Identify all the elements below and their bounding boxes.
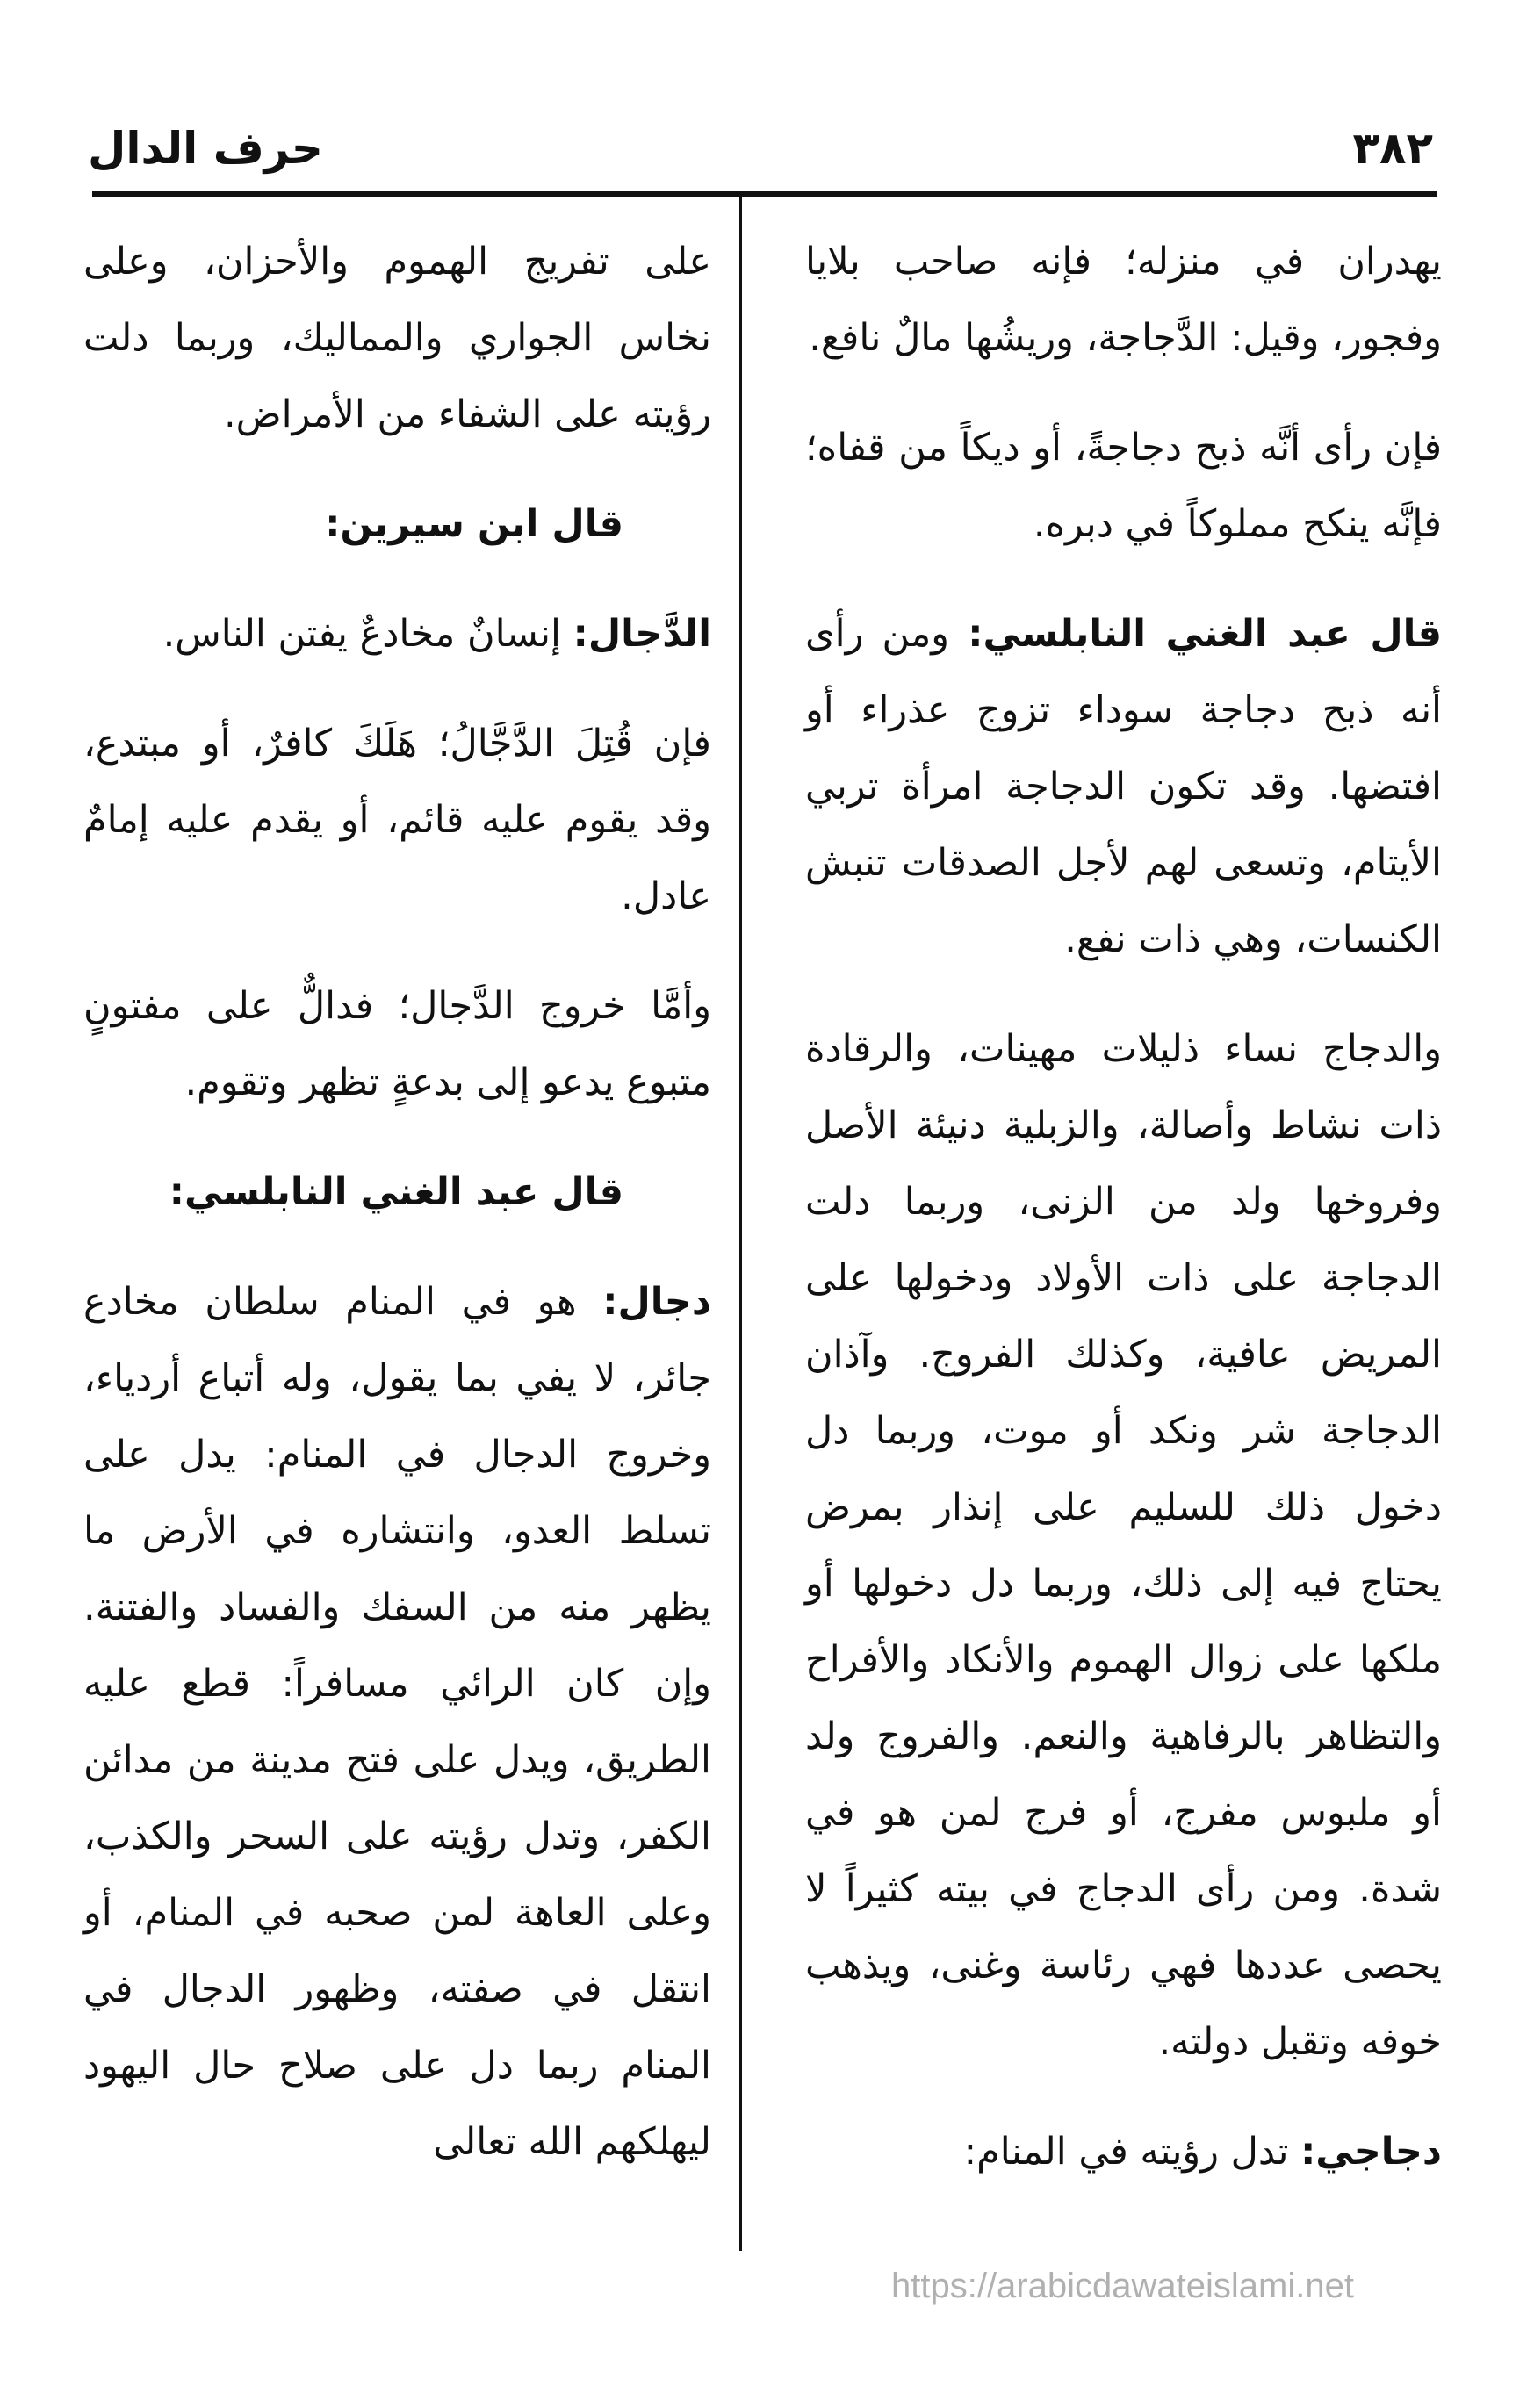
paragraph: يهدران في منزله؛ فإنه صاحب بلايا وفجور، وقيل: الدَّجاجة، وريشُها مالٌ نافع.	[805, 240, 1442, 360]
section-heading: قال ابن سيرين:	[325, 502, 623, 546]
paragraph-lead: الدَّجال:	[573, 612, 711, 656]
paragraph	[83, 1264, 711, 2181]
paragraph: والدجاج نساء ذليلات مهينات، والرقادة ذات نشاط وأصالة، والزبلية دنيئة الأصل وفروخها ولد من الزنى، وربما دلت الدجاجة على ذات الأولاد ودخولها على المريض عافية، وكذلك الفروج. وآذان الدجاجة شر ونكد أو موت، وربما دل دخول ذلك للسليم على إنذار بمرض يحتاج فيه إلى ذلك، وربما دل دخولها أو ملكها على زوال الهموم والأنكاد والأفراح والتظاهر بالرفاهية والنعم. والفروج ولد أو ملبوس مفرج، أو فرج لمن هو في شدة. ومن رأى الدجاج في بيته كثيراً لا يحصى عددها فهي رئاسة وغنى، ويذهب خوفه وتقبل دولته.	[805, 1027, 1442, 2064]
section-heading: قال عبد الغني النابلسي:	[169, 1170, 623, 1214]
paragraph: فإن قُتِلَ الدَّجَّالُ؛ هَلَكَ كافرٌ، أو مبتدع، وقد يقوم عليه قائم، أو يقدم عليه إمامٌ عادل.	[83, 722, 711, 918]
header-rule	[92, 191, 1437, 197]
page-number: ٣٨٢	[1352, 123, 1433, 174]
chapter-title: حرف الدال	[88, 123, 323, 174]
paragraph	[805, 596, 1442, 978]
paragraph	[805, 2114, 1442, 2190]
watermark: https://arabicdawateislami.net	[891, 2267, 1354, 2305]
paragraph: فإن رأى أنَّه ذبح دجاجةً، أو ديكاً من قفاه؛ فإنَّه ينكح مملوكاً في دبره.	[805, 426, 1442, 546]
paragraph: وأمَّا خروج الدَّجال؛ فدالٌّ على مفتونٍ متبوع يدعو إلى بدعةٍ تظهر وتقوم.	[83, 984, 711, 1104]
left-column	[83, 224, 711, 2214]
paragraph-lead: دجال:	[602, 1280, 711, 1324]
paragraph-text: إنسانٌ مخادعٌ يفتن الناس.	[162, 612, 573, 656]
paragraph-lead: قال عبد الغني النابلسي:	[968, 612, 1442, 656]
paragraph: على تفريج الهموم والأحزان، وعلى نخاس الجواري والمماليك، وربما دلت رؤيته على الشفاء من الأمراض.	[83, 240, 711, 436]
right-column	[805, 224, 1442, 2224]
paragraph-text: هو في المنام سلطان مخادع جائر، لا يفي بما يقول، وله أتباع أردياء، وخروج الدجال في المنام: يدل على تسلط العدو، وانتشاره في الأرض ما يظهر منه من السفك والفساد والفتنة. وإن كان الرائي مسافراً: قطع عليه الطريق، ويدل على فتح مدينة من مدائن الكفر، وتدل رؤيته على السحر والكذب، وعلى العاهة لمن صحبه في المنام، أو انتقل في صفته، وظهور الدجال في المنام ربما دل على صلاح حال اليهود ليهلكهم الله تعالى	[83, 1280, 711, 2164]
paragraph-text: تدل رؤيته في المنام:	[963, 2130, 1301, 2174]
paragraph-text: ومن رأى أنه ذبح دجاجة سوداء تزوج عذراء أو افتضها. وقد تكون الدجاجة امرأة تربي الأيتام، وتسعى لهم لأجل الصدقات تنبش الكنسات، وهي ذات نفع.	[805, 612, 1442, 961]
paragraph-lead: دجاجي:	[1300, 2130, 1442, 2174]
column-divider	[739, 197, 742, 2251]
paragraph	[83, 596, 711, 672]
